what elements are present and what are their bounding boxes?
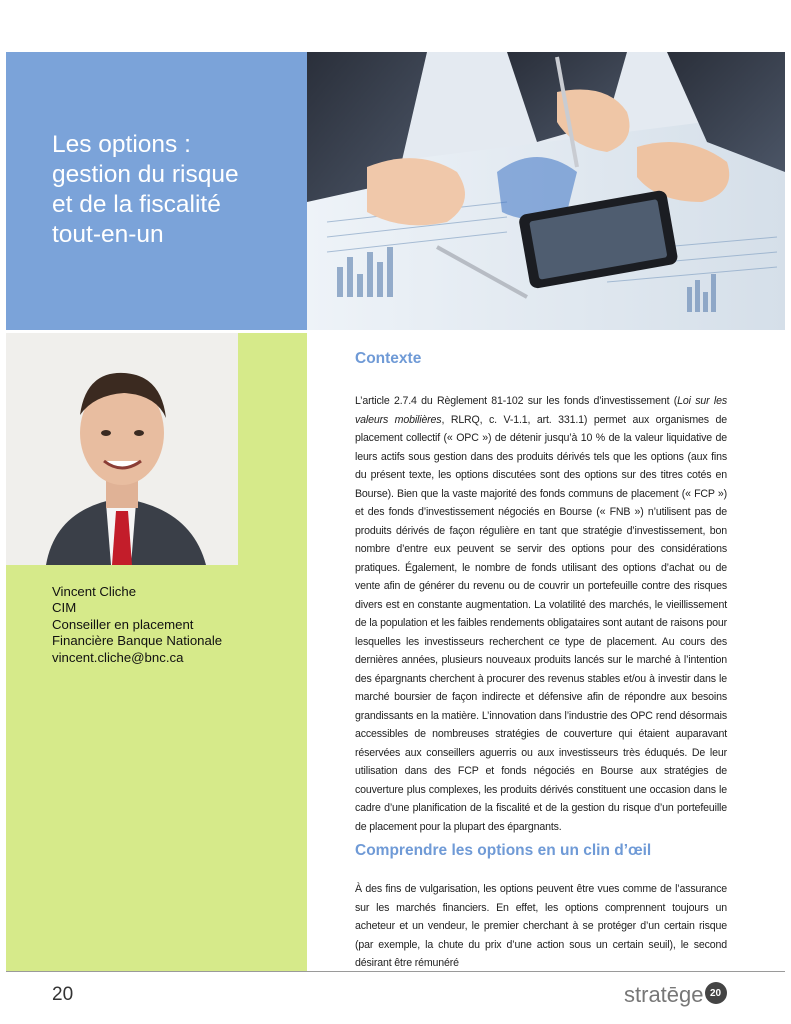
business-meeting-photo bbox=[307, 52, 785, 330]
article-title bbox=[52, 130, 302, 250]
title-line-1: Les options : bbox=[52, 131, 191, 158]
author-portrait-illustration bbox=[6, 333, 238, 565]
title-line-2: gestion du risque bbox=[52, 161, 239, 188]
author-company: Financière Banque Nationale bbox=[52, 633, 223, 649]
section-heading-contexte: Contexte bbox=[355, 350, 422, 367]
footer-divider bbox=[6, 971, 785, 972]
author-bio bbox=[52, 584, 292, 666]
author-name: Vincent Cliche bbox=[52, 584, 137, 599]
title-line-3: et de la fiscalité bbox=[52, 191, 221, 218]
strategie-logo bbox=[624, 982, 727, 1008]
page-number: 20 bbox=[52, 984, 74, 1005]
business-meeting-illustration bbox=[307, 52, 785, 330]
comprendre-paragraph: À des fins de vulgarisation, les options peuvent être vues comme de l’assurance sur les marchés financiers. En effet, les options comprennent toujours un acheteur et un vendeur, le premier cherchant à se protéger d’un certain risque (par exemple, la chute du prix d’une action sous un certain seuil), le second désirant être rémunéré bbox=[355, 883, 727, 969]
contexte-text-italic: Loi sur les valeurs mobilières bbox=[355, 395, 727, 426]
logo-text: stratēge bbox=[624, 982, 704, 1007]
author-designation: CIM bbox=[52, 600, 77, 616]
contexte-paragraph bbox=[355, 392, 727, 836]
title-line-4: tout-en-un bbox=[52, 221, 164, 248]
contexte-text-start: L’article 2.7.4 du Règlement 81-102 sur les fonds d’investissement ( bbox=[355, 395, 678, 407]
author-role: Conseiller en placement bbox=[52, 616, 194, 632]
author-email[interactable]: vincent.cliche@bnc.ca bbox=[52, 649, 184, 665]
author-portrait-photo bbox=[6, 333, 238, 565]
contexte-text-rest: , RLRQ, c. V-1.1, art. 331.1) permet aux organismes de placement collectif (« OPC ») de détenir jusqu’à 10 % de la valeur liquidative de leurs actifs sous gestion dans des produits dérivés tels que les options (aux fins du présent texte, les options discutées sont des options sur des titres cotés en Bourse). Bien que la vaste majorité des fonds communs de placement (« FCP ») et des fonds d’investissement négociés en Bourse (« FNB ») n’utilisent pas de produits dérivés de façon régulière en tant que stratégie d’investissement, bon nombre d’entre eux peuvent se servir des options pour des considérations pratiques. Également, le nombre de fonds utilisant des options d’achat ou de vente afin de générer du revenu ou de couvrir un portefeuille contre des risques divers est en constante augmentation. La volatilité des marchés, le vieillissement de la population et les faibles rendements obligataires sont autant de raisons pour lesquelles les investisseurs recherchent ce type de placement. Au cours des dernières années, plusieurs nouveaux produits lancés sur le marché à l’intention des épargnants cherchent à procurer des revenus stables et/ou à investir dans le marché boursier de façon indirecte et défensive afin de répondre aux besoins grandissants en la matière. L’innovation dans l’industrie des OPC rend désormais accessibles de nombreuses stratégies de couverture qui étaient auparavant réservées aux conseillers aguerris ou aux investisseurs très éduqués. De leur utilisation dans des FCP et fonds négociés en Bourse aux stratégies de couverture plus complexes, les produits dérivés constituent une occasion dans le cadre d’une planification de la fiscalité et de la gestion du risque d’un portefeuille de placement pour la plupart des épargnants. bbox=[355, 413, 727, 833]
section-heading-comprendre: Comprendre les options en un clin d’œil bbox=[355, 842, 652, 859]
logo-badge: 20 bbox=[705, 982, 727, 1004]
